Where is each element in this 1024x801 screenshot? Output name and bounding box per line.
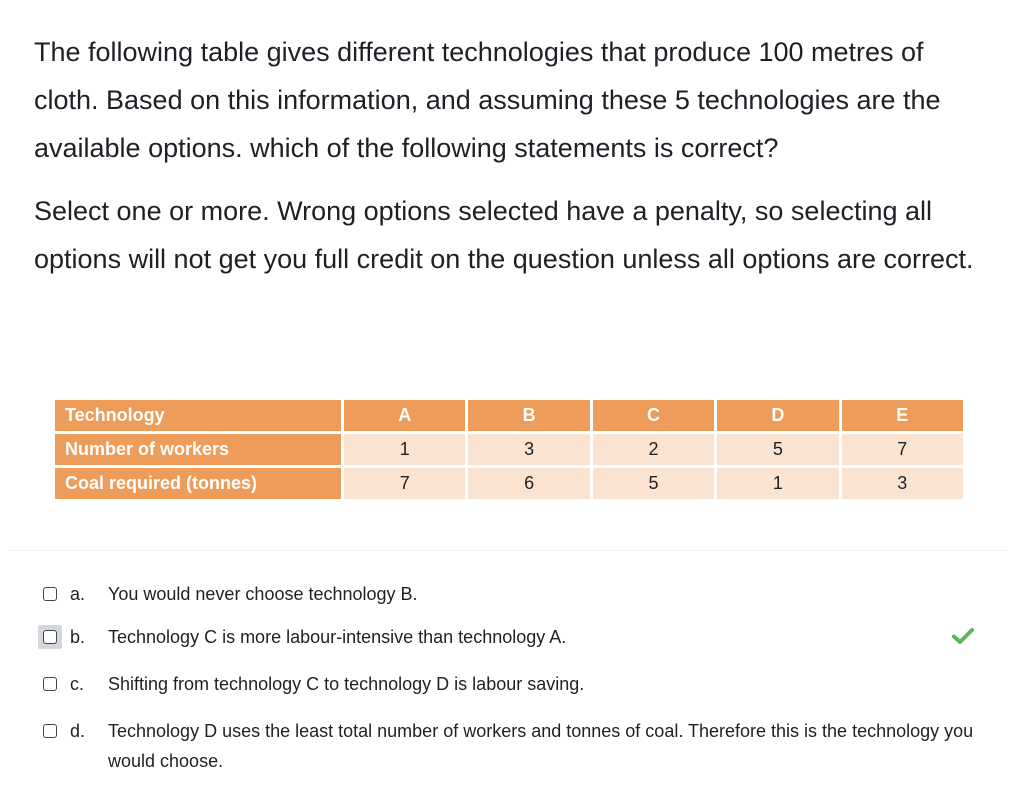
table-column-header: B bbox=[468, 400, 589, 431]
table-column-header: A bbox=[344, 400, 465, 431]
table-header-row bbox=[55, 400, 963, 431]
table-row bbox=[55, 468, 963, 499]
option-checkbox-c[interactable] bbox=[38, 672, 62, 696]
question-text bbox=[34, 28, 984, 283]
option-text: Technology C is more labour-intensive than technology A. bbox=[108, 627, 567, 647]
table-row-label: Number of workers bbox=[55, 434, 341, 465]
table-row bbox=[55, 434, 963, 465]
table-column-header: E bbox=[842, 400, 963, 431]
instructions-paragraph: Select one or more. Wrong options selected have a penalty, so selecting all options will not get you full credit on the question unless all options are correct. bbox=[34, 196, 974, 274]
answer-options bbox=[38, 582, 998, 776]
option-letter: b. bbox=[70, 627, 86, 647]
table-cell: 3 bbox=[842, 468, 963, 499]
table-column-header: D bbox=[717, 400, 838, 431]
technology-table bbox=[52, 400, 966, 499]
table-cell: 7 bbox=[344, 468, 465, 499]
answer-option-d[interactable] bbox=[38, 716, 998, 776]
answer-option-b[interactable] bbox=[38, 625, 998, 650]
option-letter: c. bbox=[70, 674, 85, 694]
option-checkbox-d[interactable] bbox=[38, 719, 62, 743]
table-header-label: Technology bbox=[55, 400, 341, 431]
option-letter: d. bbox=[70, 721, 86, 741]
option-text: Technology D uses the least total number of workers and tonnes of coal. Therefore this is the technology you would choose. bbox=[108, 721, 974, 771]
table-cell: 1 bbox=[717, 468, 838, 499]
table-cell: 3 bbox=[468, 434, 589, 465]
table-row-label: Coal required (tonnes) bbox=[55, 468, 341, 499]
option-checkbox-b[interactable] bbox=[38, 625, 62, 649]
table-cell: 6 bbox=[468, 468, 589, 499]
question-paragraph: The following table gives different technologies that produce 100 metres of cloth. Based on this information, and assuming these 5 technologies are the available options. which of the following statements is correct? bbox=[34, 37, 941, 163]
option-checkbox-a[interactable] bbox=[38, 582, 62, 606]
divider bbox=[8, 550, 1008, 551]
answer-option-c[interactable] bbox=[38, 672, 998, 697]
table-cell: 7 bbox=[842, 434, 963, 465]
table-column-header: C bbox=[593, 400, 714, 431]
table-cell: 1 bbox=[344, 434, 465, 465]
option-text: You would never choose technology B. bbox=[108, 584, 418, 604]
correct-check-icon bbox=[952, 627, 974, 645]
option-letter: a. bbox=[70, 584, 86, 604]
option-text: Shifting from technology C to technology D is labour saving. bbox=[108, 674, 585, 694]
answer-option-a[interactable] bbox=[38, 582, 998, 607]
table-cell: 2 bbox=[593, 434, 714, 465]
table-cell: 5 bbox=[717, 434, 838, 465]
table-cell: 5 bbox=[593, 468, 714, 499]
